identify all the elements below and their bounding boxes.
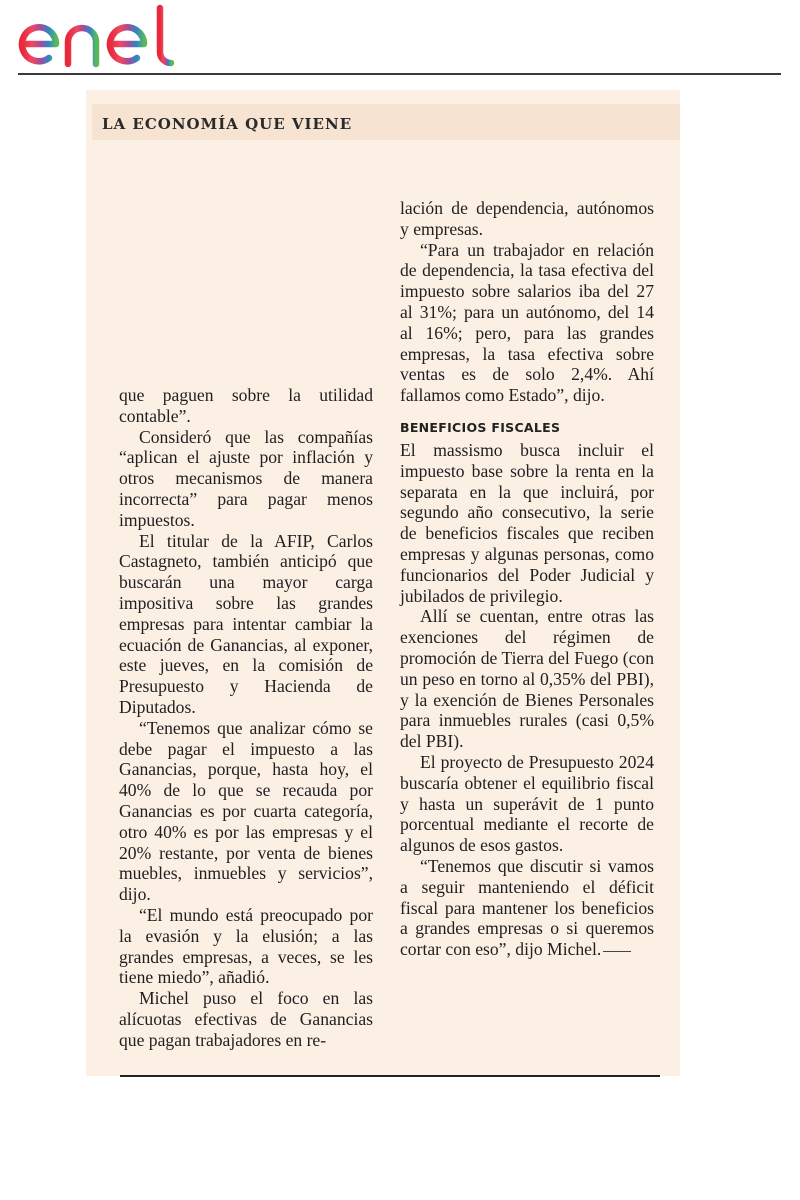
paragraph [400,856,654,960]
paragraph: El titular de la AFIP, Carlos Castagneto, también anticipó que buscarán una mayor carga impositiva sobre las grandes empresas para intentar cambiar la ecuación de Ganancias, al exponer, este jueves, en la comisión de Presupuesto y Hacienda de Diputados. [119,530,373,717]
paragraph: El proyecto de Presupuesto 2024 buscaría obtener el equilibrio fiscal y hasta un superávit de 1 punto porcentual mediante el recorte de algunos de esos gastos. [400,751,654,856]
article-column-left [119,385,373,1051]
enel-logo [16,4,186,68]
paragraph: lación de dependencia, autónomos y empresas. [400,198,654,239]
paragraph: “Para un trabajador en relación de dependencia, la tasa efectiva del impuesto sobre salarios iba del 27 al 31%; para un autónomo, del 14 al 16%; pero, para las grandes empresas, la tasa efectiva sobre ventas es de solo 2,4%. Ahí fallamos como Estado”, dijo. [400,239,654,406]
section-title: LA ECONOMÍA QUE VIENE [102,115,353,133]
page-header [0,0,800,78]
paragraph-text: “Tenemos que discutir si vamos a seguir manteniendo el déficit fiscal para mantener los beneficios a grandes empresas o si queremos cortar con eso”, dijo Michel. [400,855,654,960]
paragraph: Michel puso el foco en las alícuotas efectivas de Ganancias que pagan trabajadores en re- [119,988,373,1050]
paragraph: Consideró que las compañías “aplican el ajuste por inflación y otros mecanismos de manera incorrecta” para pagar menos impuestos. [119,426,373,530]
end-of-article-mark [603,951,631,952]
paragraph: “El mundo está preocupado por la evasión y la elusión; a las grandes empresas, a veces, se les tiene miedo”, añadió. [119,904,373,988]
bottom-divider [120,1075,660,1077]
paragraph: Allí se cuentan, entre otras las exenciones del régimen de promoción de Tierra del Fuego (con un peso en torno al 0,35% del PBI), y la exención de Bienes Personales para inmuebles rurales (casi 0,5% del PBI). [400,606,654,752]
article-column-right [400,198,654,960]
subheading: BENEFICIOS FISCALES [400,419,561,435]
header-divider [18,73,781,75]
paragraph: El massismo busca incluir el impuesto base sobre la renta en la separata en la que incluirá, por segundo año consecutivo, la serie de beneficios fiscales que reciben empresas y algunas personas, como funcionarios del Poder Judicial y jubilados de privilegio. [400,439,654,606]
newspaper-clipping [86,90,680,1076]
paragraph: “Tenemos que analizar cómo se debe pagar el impuesto a las Ganancias, porque, hasta hoy, el 40% de lo que se recauda por Ganancias es por cuarta categoría, otro 40% es por las empresas y el 20% restante, por venta de bienes muebles, inmuebles y servicios”, dijo. [119,717,373,905]
paragraph: que paguen sobre la utilidad contable”. [119,385,373,426]
